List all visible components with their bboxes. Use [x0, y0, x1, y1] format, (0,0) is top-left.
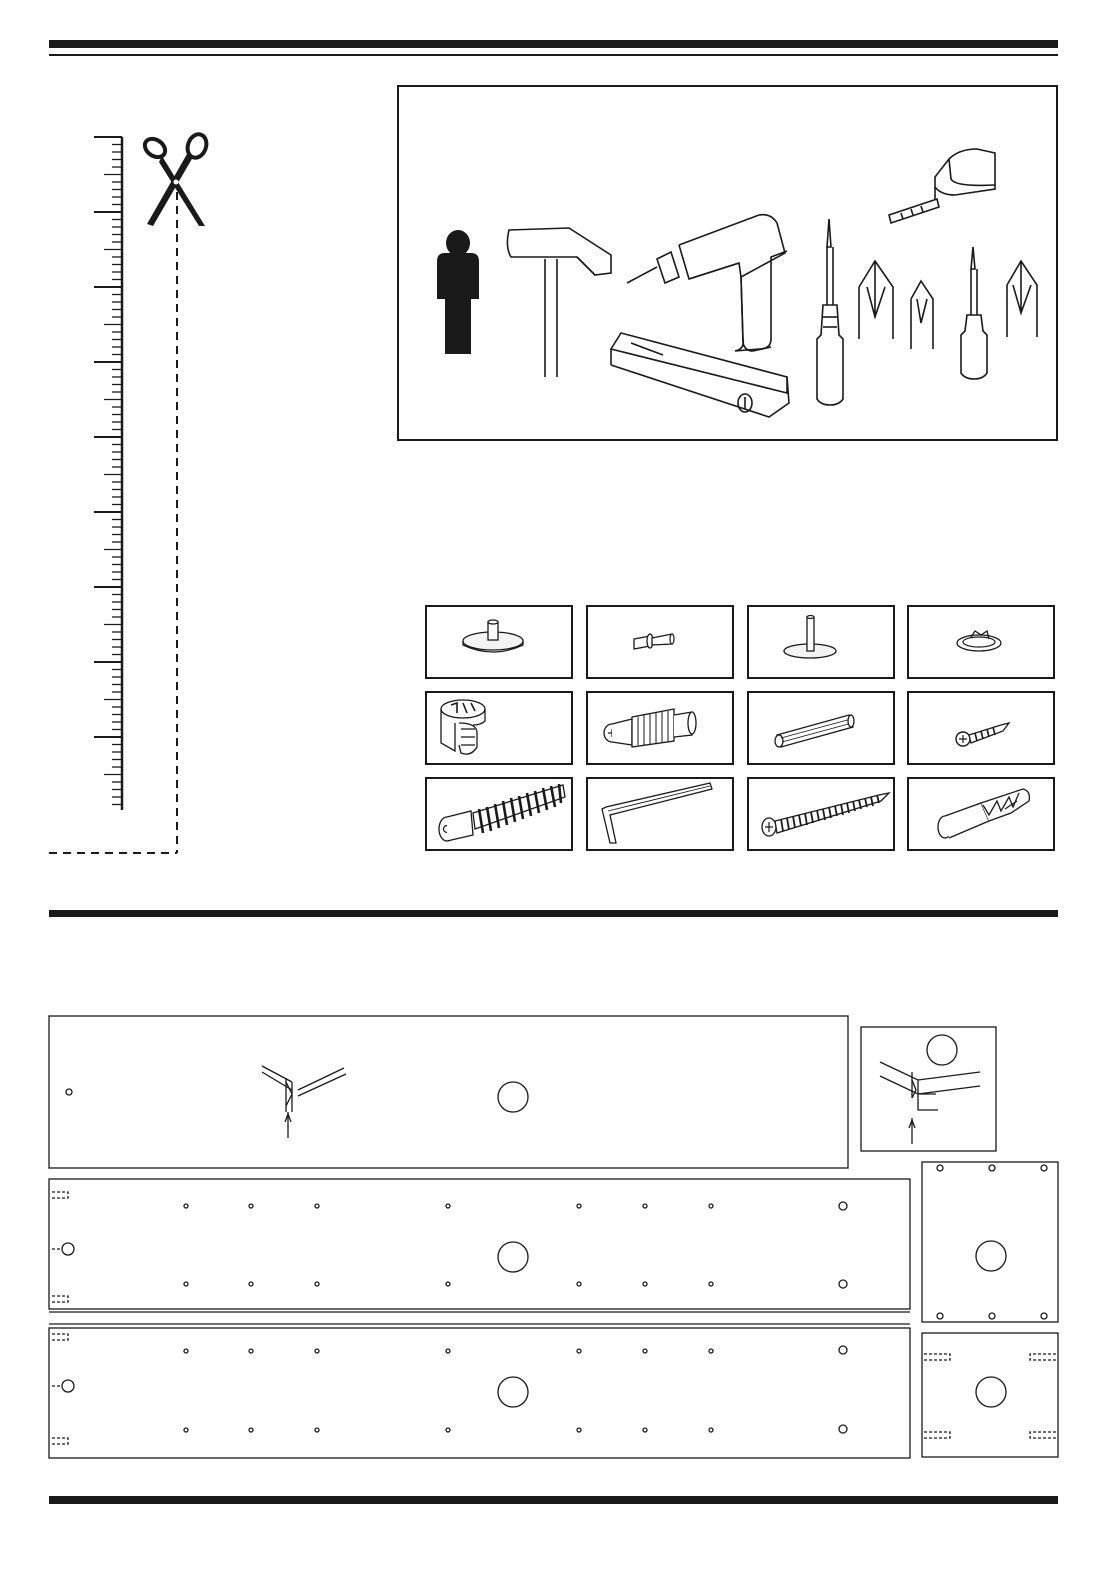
- long-side-panel-icon: [49, 1324, 910, 1458]
- hardware-cell-shelf-pin: [586, 605, 734, 679]
- shelf-support-disc-icon: [427, 607, 571, 677]
- cam-lock-cap-icon: [909, 607, 1053, 677]
- hardware-cell-short-screw: [907, 691, 1055, 765]
- long-side-panel-icon: [49, 1179, 910, 1312]
- screwdriver-icon: [817, 219, 843, 405]
- confirmat-screw-icon: [427, 779, 571, 849]
- short-screw-icon: [909, 693, 1053, 763]
- stud-pin-icon: [749, 607, 893, 677]
- hardware-cell-cam-lock-cap: [907, 605, 1055, 679]
- hardware-cell-cam-bolt: [586, 691, 734, 765]
- cam-lock-icon: [427, 693, 571, 763]
- top-thick-rule: [49, 40, 1058, 48]
- screwdriver-bit-icon: [859, 261, 1037, 349]
- hardware-cell-cam-lock: [425, 691, 573, 765]
- hardware-cell-stud-pin: [747, 605, 895, 679]
- shelf-pin-icon: [588, 607, 732, 677]
- tools-box: [397, 85, 1058, 441]
- top-thin-rule: [49, 54, 1058, 56]
- top-panel-icon: [49, 1016, 848, 1168]
- hardware-cell-confirmat-screw: [425, 777, 573, 851]
- hardware-cell-shelf-support-disc: [425, 605, 573, 679]
- hammer-icon: [507, 228, 611, 377]
- hardware-cell-allen-key: [586, 777, 734, 851]
- ruler-icon: [40, 120, 240, 860]
- small-square-panel-icon: [922, 1333, 1058, 1457]
- drill-icon: [627, 215, 787, 351]
- joint-detail-icon: [861, 1027, 996, 1151]
- hardware-cell-wood-dowel: [747, 691, 895, 765]
- wood-dowel-icon: [749, 693, 893, 763]
- allen-key-icon: [588, 779, 732, 849]
- spirit-level-icon: [611, 333, 789, 417]
- small-square-panel-icon: [922, 1162, 1058, 1322]
- cam-bolt-icon: [588, 693, 732, 763]
- hardware-cell-wall-plug: [907, 777, 1055, 851]
- person-icon: [437, 230, 479, 354]
- middle-thick-rule: [49, 910, 1058, 917]
- screwdriver-icon: [961, 247, 987, 379]
- wall-plug-icon: [909, 779, 1053, 849]
- hardware-cell-long-screw: [747, 777, 895, 851]
- bottom-thick-rule: [49, 1496, 1058, 1504]
- long-screw-icon: [749, 779, 893, 849]
- panels-diagram: [46, 1012, 1062, 1464]
- scissors-icon: [135, 130, 217, 230]
- tape-measure-icon: [889, 149, 995, 223]
